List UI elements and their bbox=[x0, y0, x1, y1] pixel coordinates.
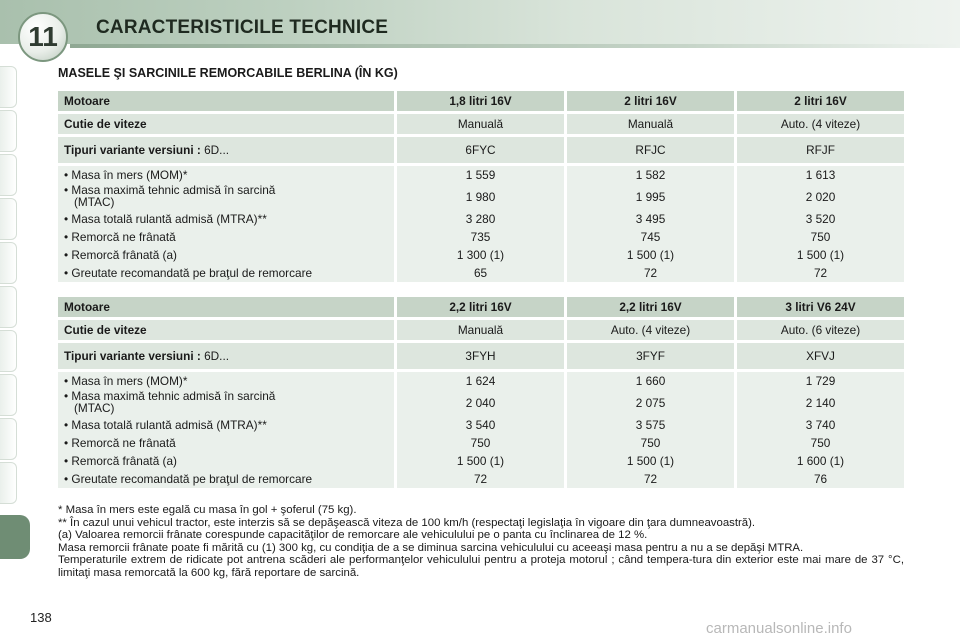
table-header-row bbox=[58, 91, 904, 111]
versions-prefix: 6D... bbox=[204, 349, 230, 363]
versions-prefix: 6D... bbox=[204, 143, 230, 157]
mass-label: • Remorcă frânată (a) bbox=[64, 248, 177, 262]
page-number: 138 bbox=[30, 610, 52, 625]
mass-value: 65 bbox=[473, 266, 488, 280]
mass-value: 1 559 bbox=[465, 168, 496, 182]
versions-label bbox=[58, 137, 394, 163]
mass-value: 3 495 bbox=[635, 212, 666, 226]
mass-labels bbox=[58, 166, 394, 282]
footnote-temperature: Temperaturile extrem de ridicate pot antrena scăderi ale performanţelor vehiculului pentru a proteja motorul ; când tempera-tura din exterior este mai mare de 37 °C, limitaţi masa remorcată la 600 kg, fără reportare de sarcină. bbox=[58, 554, 904, 579]
mass-value: 1 613 bbox=[805, 168, 836, 182]
mass-values-col-2 bbox=[564, 166, 734, 282]
chapter-tab[interactable] bbox=[0, 66, 17, 108]
mass-value: 1 980 bbox=[465, 190, 496, 204]
mass-data-row bbox=[58, 372, 904, 488]
mass-value: 745 bbox=[640, 230, 661, 244]
mass-label: • Remorcă ne frânată bbox=[64, 230, 176, 244]
mass-value: 1 729 bbox=[805, 374, 836, 388]
version-col-1: 6FYC bbox=[394, 137, 564, 163]
chapter-tab-active[interactable] bbox=[0, 515, 30, 559]
versions-row bbox=[58, 137, 904, 163]
version-col-3: XFVJ bbox=[734, 343, 904, 369]
mass-value: 3 280 bbox=[465, 212, 496, 226]
mass-values-col-3 bbox=[734, 166, 904, 282]
mass-values-col-1 bbox=[394, 372, 564, 488]
engine-col-3: 2 litri 16V bbox=[734, 91, 904, 111]
engine-label: Motoare bbox=[58, 91, 394, 111]
gearbox-label: Cutie de viteze bbox=[58, 114, 394, 134]
engine-label: Motoare bbox=[58, 297, 394, 317]
mass-label: • Masa totală rulantă admisă (MTRA)** bbox=[64, 212, 267, 226]
mass-value: 2 040 bbox=[465, 396, 496, 410]
header-band-edge bbox=[70, 44, 960, 48]
footnote-speed: ** În cazul unui vehicul tractor, este interzis să se depăşească viteza de 100 km/h (respectaţi legislaţia în vigoare din ţara dumneavoastră). bbox=[58, 516, 756, 529]
watermark: carmanualsonline.info bbox=[706, 620, 852, 637]
mass-value: 72 bbox=[813, 266, 828, 280]
mass-value: 750 bbox=[470, 436, 491, 450]
gearbox-col-3: Auto. (4 viteze) bbox=[734, 114, 904, 134]
chapter-tabs bbox=[0, 66, 18, 566]
mass-value: 1 624 bbox=[465, 374, 496, 388]
mass-values-col-3 bbox=[734, 372, 904, 488]
engine-col-1: 2,2 litri 16V bbox=[394, 297, 564, 317]
mass-values-col-1 bbox=[394, 166, 564, 282]
mass-value: 750 bbox=[640, 436, 661, 450]
mass-label: • Remorcă frânată (a) bbox=[64, 454, 177, 468]
mass-value: 1 600 (1) bbox=[796, 454, 845, 468]
mass-value: 3 740 bbox=[805, 418, 836, 432]
gearbox-row bbox=[58, 320, 904, 340]
mass-values-col-2 bbox=[564, 372, 734, 488]
version-col-1: 3FYH bbox=[394, 343, 564, 369]
mass-value: 2 020 bbox=[805, 190, 836, 204]
mass-value: 72 bbox=[473, 472, 488, 486]
mass-label: • Masa maximă tehnic admisă în sarcină (MTAC) bbox=[64, 183, 276, 209]
chapter-tab[interactable] bbox=[0, 242, 17, 284]
mass-value: 1 500 (1) bbox=[626, 454, 675, 468]
mass-labels bbox=[58, 372, 394, 488]
mass-value: 2 075 bbox=[635, 396, 666, 410]
mass-value: 1 300 (1) bbox=[456, 248, 505, 262]
mass-value: 1 500 (1) bbox=[456, 454, 505, 468]
gearbox-col-1: Manuală bbox=[394, 114, 564, 134]
gearbox-col-2: Manuală bbox=[564, 114, 734, 134]
mass-value: 1 582 bbox=[635, 168, 666, 182]
mass-value: 1 995 bbox=[635, 190, 666, 204]
mass-value: 2 140 bbox=[805, 396, 836, 410]
engine-col-2: 2 litri 16V bbox=[564, 91, 734, 111]
versions-label-text: Tipuri variante versiuni : bbox=[64, 143, 201, 157]
mass-value: 76 bbox=[813, 472, 828, 486]
chapter-tab[interactable] bbox=[0, 154, 17, 196]
engine-col-1: 1,8 litri 16V bbox=[394, 91, 564, 111]
mass-label: • Masa în mers (MOM)* bbox=[64, 374, 188, 388]
chapter-tab[interactable] bbox=[0, 110, 17, 152]
mass-value: 750 bbox=[810, 230, 831, 244]
mass-value: 3 540 bbox=[465, 418, 496, 432]
gearbox-col-2: Auto. (4 viteze) bbox=[564, 320, 734, 340]
section-title: MASELE ŞI SARCINILE REMORCABILE BERLINA (ÎN KG) bbox=[58, 66, 398, 80]
gearbox-col-3: Auto. (6 viteze) bbox=[734, 320, 904, 340]
mass-value: 72 bbox=[643, 266, 658, 280]
mass-label: • Greutate recomandată pe braţul de remorcare bbox=[64, 472, 313, 486]
mass-data-row bbox=[58, 166, 904, 282]
versions-label-text: Tipuri variante versiuni : bbox=[64, 349, 201, 363]
mass-label: • Remorcă ne frânată bbox=[64, 436, 176, 450]
table-header-row bbox=[58, 297, 904, 317]
version-col-2: RFJC bbox=[564, 137, 734, 163]
mass-value: 1 500 (1) bbox=[796, 248, 845, 262]
mass-label: • Masa totală rulantă admisă (MTRA)** bbox=[64, 418, 267, 432]
footnote-trailer-increase: Masa remorcii frânate poate fi mărită cu (1) 300 kg, cu condiţia de a se diminua sarcina vehiculului cu aceeaşi masa pentru a nu a se depăşi MTRA. bbox=[58, 541, 804, 554]
footnotes bbox=[58, 504, 904, 580]
engine-col-2: 2,2 litri 16V bbox=[564, 297, 734, 317]
footnote-braked-trailer: (a) Valoarea remorcii frânate corespunde capacităţilor de remorcare ale vehiculului pe o panta cu înclinarea de 12 %. bbox=[58, 529, 648, 542]
mass-value: 72 bbox=[643, 472, 658, 486]
gearbox-label: Cutie de viteze bbox=[58, 320, 394, 340]
chapter-tab[interactable] bbox=[0, 330, 17, 372]
chapter-tab[interactable] bbox=[0, 374, 17, 416]
engine-col-3: 3 litri V6 24V bbox=[734, 297, 904, 317]
footnote-mom: * Masa în mers este egală cu masa în gol + şoferul (75 kg). bbox=[58, 504, 357, 516]
mass-value: 735 bbox=[470, 230, 491, 244]
spec-table-1 bbox=[58, 88, 904, 285]
chapter-tab[interactable] bbox=[0, 462, 17, 504]
version-col-2: 3FYF bbox=[564, 343, 734, 369]
version-col-3: RFJF bbox=[734, 137, 904, 163]
spec-table-2 bbox=[58, 294, 904, 491]
chapter-tab[interactable] bbox=[0, 418, 17, 460]
mass-value: 1 500 (1) bbox=[626, 248, 675, 262]
mass-label: • Greutate recomandată pe braţul de remorcare bbox=[64, 266, 313, 280]
gearbox-row bbox=[58, 114, 904, 134]
chapter-tab[interactable] bbox=[0, 198, 17, 240]
chapter-number-badge: 11 bbox=[18, 12, 68, 62]
mass-value: 3 520 bbox=[805, 212, 836, 226]
mass-value: 1 660 bbox=[635, 374, 666, 388]
mass-label: • Masa maximă tehnic admisă în sarcină (MTAC) bbox=[64, 389, 276, 415]
gearbox-col-1: Manuală bbox=[394, 320, 564, 340]
mass-value: 3 575 bbox=[635, 418, 666, 432]
mass-label: • Masa în mers (MOM)* bbox=[64, 168, 188, 182]
mass-value: 750 bbox=[810, 436, 831, 450]
versions-row bbox=[58, 343, 904, 369]
chapter-tab[interactable] bbox=[0, 286, 17, 328]
page-title: CARACTERISTICILE TECHNICE bbox=[96, 17, 389, 38]
versions-label bbox=[58, 343, 394, 369]
